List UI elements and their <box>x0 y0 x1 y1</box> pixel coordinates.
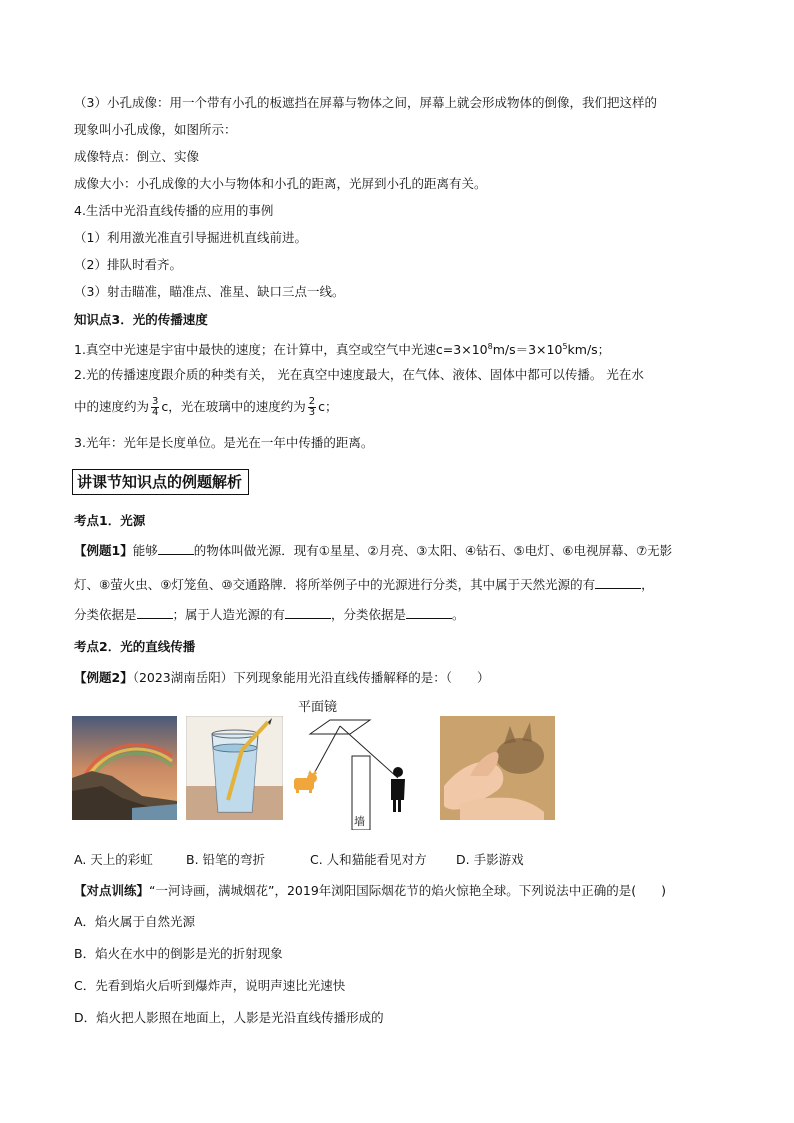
pencil-glass-image <box>186 716 283 820</box>
imaging-size: 成像大小：小孔成像的大小与物体和小孔的距离，光屏到小孔的距离有关。 <box>74 176 487 191</box>
wall-label: 墙 <box>354 815 365 828</box>
fraction-two-thirds: $\frac{2}{3}$ <box>308 396 316 418</box>
answer-blank <box>285 618 331 619</box>
option-a: A. 天上的彩虹 <box>74 852 153 867</box>
example-1-line-2: 灯、⑧萤火虫、⑨灯笼鱼、⑩交通路牌．将所举例子中的光源进行分类，其中属于天然光源的有 ， <box>74 577 654 592</box>
answer-blank <box>137 618 173 619</box>
knowledge-point-3-title: 知识点3．光的传播速度 <box>74 312 208 327</box>
speed-line-2: 2.光的传播速度跟介质的种类有关， 光在真空中速度最大，在气体、液体、固体中都可以传播。 光在水 <box>74 367 644 382</box>
light-year-line: 3.光年：光年是长度单位。是光在一年中传播的距离。 <box>74 435 374 450</box>
option-c: C. 人和猫能看见对方 <box>310 852 427 867</box>
application-1: （1）利用激光准直引导掘进机直线前进。 <box>74 230 307 245</box>
training-option-d: D．焰火把人影照在地面上，人影是光沿直线传播形成的 <box>74 1010 384 1025</box>
training-option-a: A．焰火属于自然光源 <box>74 914 196 929</box>
answer-blank <box>158 554 194 555</box>
training-question: 【对点训练】“一河诗画，满城烟花”，2019年浏阳国际烟花节的焰火惊艳全球。下列说法中正确的是( ) <box>74 883 667 898</box>
option-b: B. 铅笔的弯折 <box>186 852 266 867</box>
rainbow-image <box>72 716 177 820</box>
answer-blank <box>595 588 641 589</box>
section-heading: 讲课节知识点的例题解析 <box>72 469 249 495</box>
imaging-features: 成像特点：倒立、实像 <box>74 149 200 164</box>
training-option-c: C．先看到焰火后听到爆炸声，说明声速比光速快 <box>74 978 346 993</box>
applications-title: 4.生活中光沿直线传播的应用的事例 <box>74 203 274 218</box>
speed-line-3: 中的速度约为 $\frac{3}{4}$ c，光在玻璃中的速度约为 $\frac{2}{3}$ c； <box>74 396 338 418</box>
application-2: （2）排队时看齐。 <box>74 257 182 272</box>
training-option-b: B．焰火在水中的倒影是光的折射现象 <box>74 946 283 961</box>
speed-line-1: 1.真空中光速是宇宙中最快的速度；在计算中，真空或空气中光速$c=3\times 10^8m/s=3\times 10^5km/s$； <box>74 342 611 358</box>
mirror-diagram <box>290 700 430 830</box>
fraction-three-quarters: $\frac{3}{4}$ <box>152 396 159 418</box>
answer-blank <box>406 618 452 619</box>
application-3: （3）射击瞄准，瞄准点、准星、缺口三点一线。 <box>74 284 345 299</box>
hand-shadow-image <box>440 716 555 820</box>
mirror-label: 平面镜 <box>298 700 338 715</box>
pinhole-imaging-line: （3）小孔成像：用一个带有小孔的板遮挡在屏幕与物体之间，屏幕上就会形成物体的倒像，我们把这样的 <box>74 95 657 110</box>
option-d: D. 手影游戏 <box>456 852 524 867</box>
exam-point-1: 考点1．光源 <box>74 513 146 528</box>
exam-point-2: 考点2．光的直线传播 <box>74 639 196 654</box>
pinhole-imaging-line-2: 现象叫小孔成像，如图所示： <box>74 122 237 137</box>
example-1-line-3: 分类依据是 ；属于人造光源的有 ，分类依据是 。 <box>74 607 465 622</box>
example-2-question: 【例题2】（2023湖南岳阳）下列现象能用光沿直线传播解释的是：（ ） <box>74 670 490 685</box>
example-1-line-1: 【例题1】能够 的物体叫做光源．现有①星星、②月亮、③太阳、④钻石、⑤电灯、⑥电视屏幕、⑦无影 <box>74 543 673 558</box>
